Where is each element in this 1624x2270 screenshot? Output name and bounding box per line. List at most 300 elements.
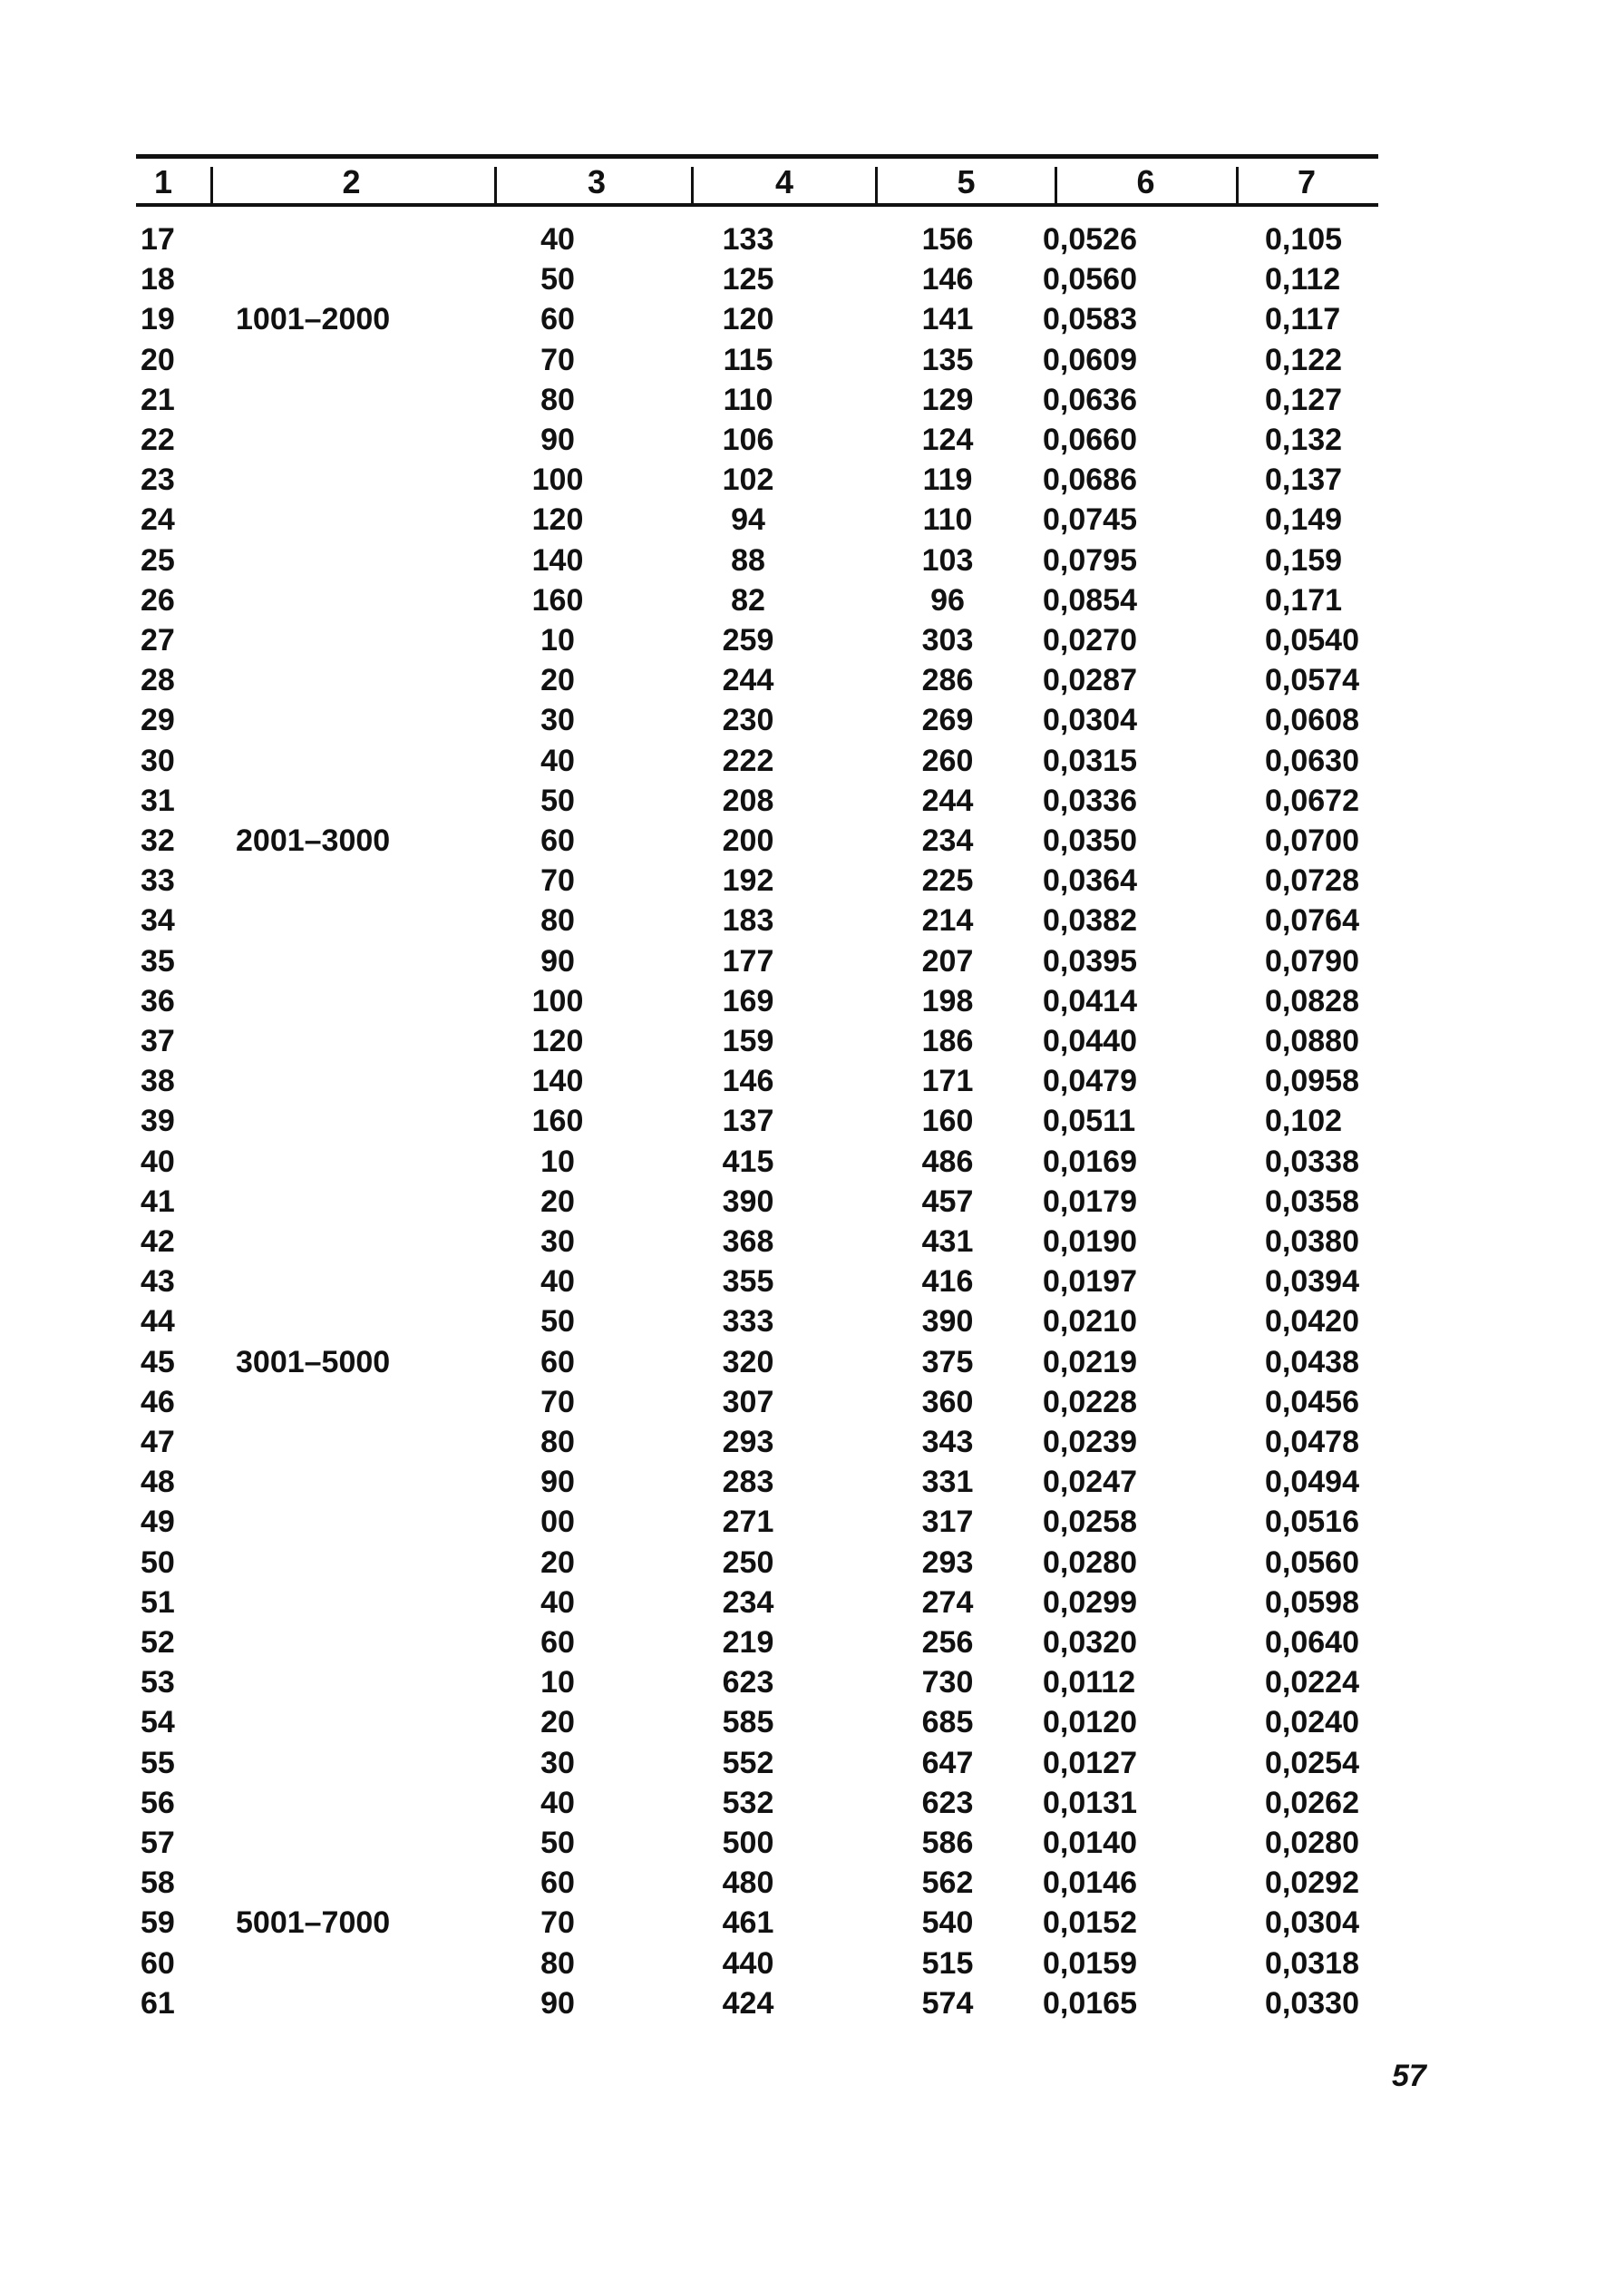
table-cell: 106 bbox=[722, 423, 774, 457]
table-cell: 303 bbox=[921, 623, 974, 658]
table-cell: 586 bbox=[921, 1826, 974, 1860]
table-cell: 60 bbox=[540, 823, 575, 858]
table-row bbox=[136, 1502, 1378, 1542]
table-cell: 0,0609 bbox=[1043, 342, 1137, 377]
table-cell: 43 bbox=[141, 1264, 175, 1300]
table-cell: 124 bbox=[921, 423, 974, 457]
table-cell: 48 bbox=[141, 1465, 175, 1500]
table-cell: 50 bbox=[540, 1826, 575, 1860]
table-cell: 22 bbox=[141, 423, 175, 457]
table-row bbox=[136, 1983, 1378, 2023]
table-cell: 0,0828 bbox=[1265, 983, 1359, 1018]
table-cell: 0,0254 bbox=[1265, 1745, 1359, 1780]
table-cell: 90 bbox=[540, 943, 575, 979]
table-cell: 30 bbox=[540, 1745, 575, 1780]
table-cell: 486 bbox=[921, 1144, 974, 1179]
table-cell: 0,0583 bbox=[1043, 302, 1137, 337]
table-cell: 360 bbox=[921, 1384, 974, 1419]
table-cell: 70 bbox=[540, 1384, 575, 1419]
table-cell: 0,149 bbox=[1265, 502, 1343, 538]
table-cell: 0,0197 bbox=[1043, 1264, 1137, 1300]
table-cell: 34 bbox=[141, 903, 175, 939]
table-cell: 515 bbox=[921, 1945, 974, 1981]
table-row bbox=[136, 981, 1378, 1021]
table-cell: 0,0224 bbox=[1265, 1665, 1359, 1700]
table-cell: 730 bbox=[921, 1665, 974, 1700]
table-cell: 0,0330 bbox=[1265, 1985, 1359, 2021]
table-cell: 171 bbox=[921, 1064, 974, 1099]
table-cell: 368 bbox=[722, 1224, 774, 1259]
table-cell: 0,0660 bbox=[1043, 423, 1137, 457]
table-cell: 30 bbox=[540, 1224, 575, 1259]
table-cell: 200 bbox=[722, 823, 774, 858]
table-cell: 90 bbox=[540, 423, 575, 457]
table-cell: 0,122 bbox=[1265, 342, 1343, 377]
header-col-6: 6 bbox=[1136, 163, 1155, 200]
table-cell: 82 bbox=[731, 582, 765, 618]
table-cell: 0,0438 bbox=[1265, 1344, 1359, 1379]
table-cell: 140 bbox=[531, 542, 584, 578]
table-row bbox=[136, 620, 1378, 660]
table-cell: 40 bbox=[540, 1264, 575, 1300]
table-row bbox=[136, 781, 1378, 821]
table-row bbox=[136, 580, 1378, 620]
table-cell: 133 bbox=[722, 222, 774, 257]
table-cell: 0,0790 bbox=[1265, 943, 1359, 979]
table-cell: 274 bbox=[921, 1584, 974, 1620]
table-cell: 160 bbox=[921, 1104, 974, 1139]
table-cell: 355 bbox=[722, 1264, 774, 1300]
table-cell: 0,0560 bbox=[1043, 262, 1137, 297]
table-cell: 250 bbox=[722, 1544, 774, 1580]
table-cell: 286 bbox=[921, 663, 974, 698]
table-cell: 102 bbox=[722, 463, 774, 498]
table-cell: 244 bbox=[722, 663, 774, 698]
table-row bbox=[136, 1662, 1378, 1702]
table-cell: 623 bbox=[921, 1785, 974, 1820]
table-cell: 647 bbox=[921, 1745, 974, 1780]
table-cell: 40 bbox=[540, 1785, 575, 1820]
table-cell: 562 bbox=[921, 1866, 974, 1901]
table-row bbox=[136, 1462, 1378, 1502]
table-cell: 55 bbox=[141, 1745, 175, 1780]
table-cell: 0,0336 bbox=[1043, 783, 1137, 818]
table-cell: 0,0159 bbox=[1043, 1945, 1137, 1981]
header-col-3: 3 bbox=[587, 163, 607, 200]
table-cell: 21 bbox=[141, 382, 175, 417]
table-row bbox=[136, 1061, 1378, 1101]
table-row bbox=[136, 660, 1378, 700]
table-cell: 50 bbox=[540, 1304, 575, 1340]
table-cell: 160 bbox=[531, 582, 584, 618]
table-cell: 207 bbox=[921, 943, 974, 979]
table-cell: 259 bbox=[722, 623, 774, 658]
table-cell: 0,0165 bbox=[1043, 1985, 1137, 2021]
table-cell: 159 bbox=[722, 1024, 774, 1058]
table-cell: 20 bbox=[141, 342, 175, 377]
table-cell: 574 bbox=[921, 1985, 974, 2021]
group-range-label: 2001–3000 bbox=[236, 823, 391, 858]
table-cell: 0,0179 bbox=[1043, 1184, 1137, 1219]
table-cell: 120 bbox=[722, 302, 774, 337]
table-cell: 0,171 bbox=[1265, 582, 1343, 618]
table-cell: 60 bbox=[141, 1945, 175, 1981]
table-cell: 198 bbox=[921, 983, 974, 1018]
table-cell: 10 bbox=[540, 1144, 575, 1179]
table-cell: 532 bbox=[722, 1785, 774, 1820]
table-cell: 480 bbox=[722, 1866, 774, 1901]
table-cell: 40 bbox=[141, 1144, 175, 1179]
table-cell: 461 bbox=[722, 1905, 774, 1941]
table-cell: 52 bbox=[141, 1625, 175, 1660]
table-row bbox=[136, 1101, 1378, 1141]
table-cell: 70 bbox=[540, 863, 575, 899]
page-number: 57 bbox=[1392, 2059, 1426, 2093]
table-cell: 269 bbox=[921, 703, 974, 738]
table-cell: 30 bbox=[540, 703, 575, 738]
table-cell: 0,0382 bbox=[1043, 903, 1137, 939]
table-cell: 0,0686 bbox=[1043, 463, 1137, 498]
table-cell: 283 bbox=[722, 1465, 774, 1500]
table-cell: 244 bbox=[921, 783, 974, 818]
table-cell: 50 bbox=[141, 1544, 175, 1580]
table-row bbox=[136, 340, 1378, 380]
table-cell: 20 bbox=[540, 1184, 575, 1219]
table-row bbox=[136, 1422, 1378, 1462]
table-cell: 17 bbox=[141, 222, 175, 257]
table-cell: 56 bbox=[141, 1785, 175, 1820]
table-cell: 333 bbox=[722, 1304, 774, 1340]
table-cell: 0,0152 bbox=[1043, 1905, 1137, 1941]
table-cell: 0,0630 bbox=[1265, 743, 1359, 778]
table-cell: 30 bbox=[141, 743, 175, 778]
table-cell: 146 bbox=[921, 262, 974, 297]
table-cell: 49 bbox=[141, 1505, 175, 1540]
table-cell: 80 bbox=[540, 903, 575, 939]
header-col-2: 2 bbox=[342, 163, 361, 200]
table-cell: 0,0304 bbox=[1043, 703, 1137, 738]
table-row bbox=[136, 861, 1378, 901]
table-cell: 0,0494 bbox=[1265, 1465, 1359, 1500]
table-cell: 0,0608 bbox=[1265, 703, 1359, 738]
table-cell: 0,0640 bbox=[1265, 1625, 1359, 1660]
table-cell: 0,0304 bbox=[1265, 1905, 1359, 1941]
header-col-7: 7 bbox=[1297, 163, 1317, 200]
table-cell: 0,0511 bbox=[1043, 1104, 1136, 1139]
table-cell: 42 bbox=[141, 1224, 175, 1259]
table-row bbox=[136, 1182, 1378, 1222]
table-cell: 0,0210 bbox=[1043, 1304, 1137, 1340]
table-cell: 0,0636 bbox=[1043, 382, 1137, 417]
table-cell: 222 bbox=[722, 743, 774, 778]
table-row bbox=[136, 1944, 1378, 1983]
table-cell: 293 bbox=[722, 1425, 774, 1459]
table-cell: 0,0239 bbox=[1043, 1425, 1137, 1459]
table-cell: 0,0672 bbox=[1265, 783, 1359, 818]
table-cell: 20 bbox=[540, 663, 575, 698]
table-cell: 59 bbox=[141, 1905, 175, 1941]
table-cell: 37 bbox=[141, 1024, 175, 1058]
table-cell: 23 bbox=[141, 463, 175, 498]
table-cell: 0,0350 bbox=[1043, 823, 1137, 858]
table-cell: 29 bbox=[141, 703, 175, 738]
table-row bbox=[136, 1222, 1378, 1262]
table-cell: 135 bbox=[921, 342, 974, 377]
table-cell: 36 bbox=[141, 983, 175, 1018]
table-cell: 26 bbox=[141, 582, 175, 618]
table-cell: 140 bbox=[531, 1064, 584, 1099]
table-cell: 234 bbox=[722, 1584, 774, 1620]
table-cell: 24 bbox=[141, 502, 175, 538]
table-cell: 0,159 bbox=[1265, 542, 1343, 578]
table-cell: 54 bbox=[141, 1705, 175, 1740]
table-row bbox=[136, 1743, 1378, 1783]
table-cell: 41 bbox=[141, 1184, 175, 1219]
table-cell: 00 bbox=[540, 1505, 575, 1540]
table-cell: 0,0420 bbox=[1265, 1304, 1359, 1340]
table-cell: 0,0364 bbox=[1043, 863, 1137, 899]
table-cell: 0,0854 bbox=[1043, 582, 1137, 618]
table-cell: 10 bbox=[540, 623, 575, 658]
table-cell: 61 bbox=[141, 1985, 175, 2021]
table-cell: 160 bbox=[531, 1104, 584, 1139]
table-cell: 0,0320 bbox=[1043, 1625, 1137, 1660]
table-cell: 110 bbox=[922, 502, 973, 538]
table-cell: 307 bbox=[722, 1384, 774, 1419]
table-cell: 0,127 bbox=[1265, 382, 1343, 417]
table-cell: 540 bbox=[921, 1905, 974, 1941]
table-row bbox=[136, 1622, 1378, 1662]
table-cell: 80 bbox=[540, 382, 575, 417]
header-col-4: 4 bbox=[774, 163, 794, 200]
table-row bbox=[136, 700, 1378, 740]
table-cell: 317 bbox=[921, 1505, 974, 1540]
table-cell: 0,0120 bbox=[1043, 1705, 1137, 1740]
table-row bbox=[136, 500, 1378, 540]
group-range-label: 3001–5000 bbox=[236, 1344, 391, 1379]
table-cell: 19 bbox=[141, 302, 175, 337]
table-cell: 80 bbox=[540, 1945, 575, 1981]
table-row bbox=[136, 259, 1378, 299]
table-cell: 186 bbox=[921, 1024, 974, 1058]
table-cell: 32 bbox=[141, 823, 175, 858]
table-row bbox=[136, 460, 1378, 500]
table-cell: 343 bbox=[921, 1425, 974, 1459]
table-cell: 320 bbox=[722, 1344, 774, 1379]
table-cell: 0,102 bbox=[1265, 1104, 1343, 1139]
table-cell: 20 bbox=[540, 1705, 575, 1740]
table-cell: 0,0292 bbox=[1265, 1866, 1359, 1901]
table-cell: 96 bbox=[930, 582, 965, 618]
table-cell: 585 bbox=[722, 1705, 774, 1740]
table-row bbox=[136, 941, 1378, 981]
table-cell: 141 bbox=[921, 302, 974, 337]
table-cell: 177 bbox=[722, 943, 774, 979]
table-cell: 51 bbox=[141, 1584, 175, 1620]
table-cell: 0,0112 bbox=[1043, 1665, 1136, 1700]
table-cell: 0,0140 bbox=[1043, 1826, 1137, 1860]
table-cell: 0,0270 bbox=[1043, 623, 1137, 658]
table-cell: 100 bbox=[531, 983, 584, 1018]
table-cell: 234 bbox=[921, 823, 974, 858]
table-cell: 27 bbox=[141, 623, 175, 658]
table-cell: 103 bbox=[921, 542, 974, 578]
table-cell: 20 bbox=[540, 1544, 575, 1580]
table-cell: 390 bbox=[722, 1184, 774, 1219]
table-cell: 0,0280 bbox=[1043, 1544, 1137, 1580]
table-cell: 18 bbox=[141, 262, 175, 297]
table-cell: 0,0728 bbox=[1265, 863, 1359, 899]
table-cell: 0,0540 bbox=[1265, 623, 1359, 658]
table-cell: 271 bbox=[722, 1505, 774, 1540]
table-cell: 125 bbox=[722, 262, 774, 297]
table-cell: 70 bbox=[540, 1905, 575, 1941]
table-cell: 40 bbox=[540, 743, 575, 778]
table-cell: 0,0127 bbox=[1043, 1745, 1137, 1780]
table-cell: 25 bbox=[141, 542, 175, 578]
table-row bbox=[136, 1262, 1378, 1301]
group-range-label: 1001–2000 bbox=[236, 302, 391, 337]
table-row bbox=[136, 541, 1378, 580]
table-row bbox=[136, 1301, 1378, 1341]
table-cell: 120 bbox=[531, 1024, 584, 1058]
table-cell: 416 bbox=[921, 1264, 974, 1300]
table-cell: 0,132 bbox=[1265, 423, 1343, 457]
table-top-rule bbox=[136, 154, 1378, 159]
table-cell: 60 bbox=[540, 1625, 575, 1660]
table-cell: 0,137 bbox=[1265, 463, 1343, 498]
table-cell: 44 bbox=[141, 1304, 175, 1340]
table-cell: 0,0358 bbox=[1265, 1184, 1359, 1219]
header-col-1: 1 bbox=[153, 163, 173, 200]
table-cell: 0,0598 bbox=[1265, 1584, 1359, 1620]
table-cell: 47 bbox=[141, 1425, 175, 1459]
table-cell: 390 bbox=[921, 1304, 974, 1340]
table-cell: 440 bbox=[722, 1945, 774, 1981]
table-cell: 230 bbox=[722, 703, 774, 738]
table-cell: 431 bbox=[921, 1224, 974, 1259]
table-row bbox=[136, 1021, 1378, 1061]
table-cell: 0,0478 bbox=[1265, 1425, 1359, 1459]
table-cell: 0,0315 bbox=[1043, 743, 1137, 778]
table-cell: 119 bbox=[922, 463, 973, 498]
table-cell: 183 bbox=[722, 903, 774, 939]
table-cell: 90 bbox=[540, 1465, 575, 1500]
table-cell: 39 bbox=[141, 1104, 175, 1139]
table-cell: 88 bbox=[731, 542, 765, 578]
table-cell: 0,0414 bbox=[1043, 983, 1137, 1018]
table-cell: 100 bbox=[531, 463, 584, 498]
table-cell: 0,0258 bbox=[1043, 1505, 1137, 1540]
table-cell: 208 bbox=[722, 783, 774, 818]
table-cell: 0,0880 bbox=[1265, 1024, 1359, 1058]
table-cell: 53 bbox=[141, 1665, 175, 1700]
table-cell: 0,0240 bbox=[1265, 1705, 1359, 1740]
table-row bbox=[136, 219, 1378, 259]
table-row bbox=[136, 1702, 1378, 1742]
group-range-label: 5001–7000 bbox=[236, 1905, 391, 1941]
table-cell: 57 bbox=[141, 1826, 175, 1860]
table-cell: 40 bbox=[540, 1584, 575, 1620]
table-cell: 33 bbox=[141, 863, 175, 899]
table-cell: 0,0287 bbox=[1043, 663, 1137, 698]
table-cell: 0,0764 bbox=[1265, 903, 1359, 939]
table-cell: 0,0318 bbox=[1265, 1945, 1359, 1981]
header-bottom-rule bbox=[136, 203, 1378, 207]
table-cell: 415 bbox=[722, 1144, 774, 1179]
table-cell: 115 bbox=[723, 342, 773, 377]
table-cell: 0,117 bbox=[1265, 302, 1341, 337]
table-cell: 0,0395 bbox=[1043, 943, 1137, 979]
table-cell: 28 bbox=[141, 663, 175, 698]
table-cell: 0,0190 bbox=[1043, 1224, 1137, 1259]
table-cell: 0,0247 bbox=[1043, 1465, 1137, 1500]
table-cell: 0,105 bbox=[1265, 222, 1343, 257]
table-cell: 90 bbox=[540, 1985, 575, 2021]
table-cell: 0,0745 bbox=[1043, 502, 1137, 538]
table-cell: 0,0700 bbox=[1265, 823, 1359, 858]
table-cell: 424 bbox=[722, 1985, 774, 2021]
table-cell: 0,0219 bbox=[1043, 1344, 1137, 1379]
table-cell: 129 bbox=[921, 382, 974, 417]
table-cell: 45 bbox=[141, 1344, 175, 1379]
table-row bbox=[136, 380, 1378, 420]
table-cell: 256 bbox=[921, 1625, 974, 1660]
header-col-5: 5 bbox=[957, 163, 976, 200]
table-cell: 60 bbox=[540, 1344, 575, 1379]
table-row bbox=[136, 1823, 1378, 1863]
table-cell: 0,0394 bbox=[1265, 1264, 1359, 1300]
table-cell: 331 bbox=[921, 1465, 974, 1500]
table-cell: 685 bbox=[921, 1705, 974, 1740]
table-cell: 0,0958 bbox=[1265, 1064, 1359, 1099]
table-cell: 46 bbox=[141, 1384, 175, 1419]
table-row bbox=[136, 1142, 1378, 1182]
table-cell: 192 bbox=[722, 863, 774, 899]
table-cell: 214 bbox=[921, 903, 974, 939]
table-cell: 375 bbox=[921, 1344, 974, 1379]
table-row bbox=[136, 1543, 1378, 1583]
table-cell: 120 bbox=[531, 502, 584, 538]
table-cell: 31 bbox=[141, 783, 175, 818]
table-cell: 0,0516 bbox=[1265, 1505, 1359, 1540]
table-cell: 0,0280 bbox=[1265, 1826, 1359, 1860]
table-cell: 50 bbox=[540, 262, 575, 297]
table-cell: 0,0526 bbox=[1043, 222, 1137, 257]
table-cell: 260 bbox=[921, 743, 974, 778]
table-row bbox=[136, 1382, 1378, 1422]
table-cell: 0,0456 bbox=[1265, 1384, 1359, 1419]
table-cell: 70 bbox=[540, 342, 575, 377]
table-cell: 94 bbox=[731, 502, 765, 538]
table-cell: 10 bbox=[540, 1665, 575, 1700]
table-row bbox=[136, 741, 1378, 781]
table-cell: 623 bbox=[722, 1665, 774, 1700]
table-cell: 50 bbox=[540, 783, 575, 818]
table-cell: 0,0795 bbox=[1043, 542, 1137, 578]
table-cell: 293 bbox=[921, 1544, 974, 1580]
table-cell: 40 bbox=[540, 222, 575, 257]
table-cell: 80 bbox=[540, 1425, 575, 1459]
table-cell: 552 bbox=[722, 1745, 774, 1780]
table-cell: 60 bbox=[540, 1866, 575, 1901]
table-cell: 500 bbox=[722, 1826, 774, 1860]
table-row bbox=[136, 1863, 1378, 1903]
table-cell: 0,0560 bbox=[1265, 1544, 1359, 1580]
table-cell: 219 bbox=[722, 1625, 774, 1660]
table-cell: 0,112 bbox=[1265, 262, 1341, 297]
table-cell: 0,0262 bbox=[1265, 1785, 1359, 1820]
